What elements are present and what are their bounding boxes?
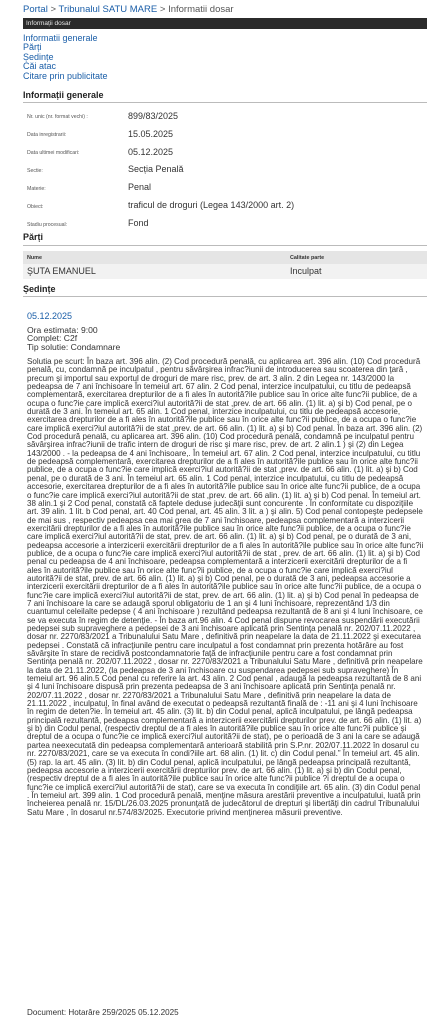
quick-links (23, 34, 108, 81)
field-label-obiect: Obiect: (27, 204, 44, 210)
divider (23, 296, 427, 297)
field-label-nr-unic: Nr. unic (nr. format vechi) : (27, 114, 88, 120)
link-sedinte[interactable]: Ședințe (23, 51, 54, 62)
breadcrumb-separator: > (159, 4, 166, 15)
header-bar: Informații dosar (23, 18, 427, 29)
field-value-data-inregistrarii: 15.05.2025 (128, 129, 174, 139)
session-meta (27, 326, 120, 351)
field-value-data-modificari: 05.12.2025 (128, 147, 174, 157)
session-date: 05.12.2025 (27, 311, 73, 321)
breadcrumb-separator: > (50, 4, 57, 15)
parties-table-header (23, 251, 427, 264)
section-title-parti: Părți (23, 232, 44, 242)
field-label-materie: Materie: (27, 186, 46, 192)
divider (23, 245, 427, 246)
section-title-sedinte: Ședințe (23, 284, 56, 294)
party-role: Inculpat (290, 266, 322, 276)
party-name: ŞUTA EMANUEL (27, 266, 96, 276)
field-value-obiect: traficul de droguri (Legea 143/2000 art. 2) (128, 200, 295, 210)
field-label-data-modificari: Data ultimei modificari: (27, 150, 80, 156)
field-label-data-inregistrarii: Data inregistrarii: (27, 132, 67, 138)
table-row (23, 264, 427, 279)
field-value-nr-unic: 899/83/2025 (128, 111, 179, 121)
session-solution-text: Solutia pe scurt: În baza art. 396 alin. (2) Cod procedură penală, cu aplicarea art. 396 alin. (10) Cod procedură penală, cu, condamnă pe inculpatul , pentru săvârșirea infrac?iunii de introducerea sau scoaterea din ţară , precum şi importul sau exportul de droguri de mare risc, prev. de art. 3 alin. 2 din Legea nr. 143/2000 la pedeapsa de 7 ani închisoare În temeiul art. 67 alin. 2 Cod penal, interzice inculpatului, cu titlu de pedeapsă complementară, exercitarea drepturilor de a fi ales în autorită?ile publice sau în orice alte func?ii publice, de a ocupa o func?ie care implică exerci?iul autorită?ii de stat ,prev. de art. 66 alin. (1) lit. a) şi b) Cod penal, pe o durată de 3 ani. În temeiul art. 65 alin. 1 Cod penal, interzice inculpatului, cu titlu de pedeapsă accesorie, exercitarea drepturilor de a fi ales în autorită?ile publice sau în orice alte func?ii publice, de a ocupa o func?ie care implică exerci?iul autorită?ii de stat ,prev. de art. 66 alin. (1) lit. a) şi b) Cod penal. În baza art. 396 alin. (2) Cod procedură penală, cu aplicarea art. 396 alin. (10) Cod procedură penală, condamnă pe inculpatul pentru săvârşirea infrac?iunii de trafic intern de droguri de risc şi mare risc, prev. de art. 2 alin.1 ) şi (2) din Legea 143/2000 . - la pedeapsa de 4 ani închisoare,. În temeiul art. 67 alin. 2 Cod penal, interzice inculpatului, cu titlu de pedeapsă complementară, exercitarea drepturilor de a fi ales în autorită?ile publice sau în orice alte func?ii publice, de a ocupa o func?ie care implică exerci?iul autorită?ii de stat ,prev. de art. 66 alin. (1) lit. a) şi b) Cod penal, pe o durată de 3 ani. În temeiul art. 65 alin. 1 Cod penal, interzice inculpatului, cu titlu de pedeapsă accesorie, exercitarea drepturilor de a fi ales în autorită?ile publice sau în orice alte func?ii publice, de a ocupa o func?ie care implică exerci?iul autorită?ii de stat ,prev. de art. 66 alin. (1) lit. a) şi b) Cod penal. În temeiul art. 38 alin.1 şi 2 Cod penal, constată că faptele deduse judecăţii sunt concurente . În conformitate cu dispoziţiile art. 39 alin. 1 lit. b Cod penal, art. 40 Cod penal, art. 45 alin. 3 lit. a ) şi alin. 5) Cod penal contopeşte pedepsele de mai sus , respectiv pedeapsa cea mai grea de 7 ani închisoare, pedeapsa complementară a interzicerii exercitării drepturilor de a fi ales în autorită?ile publice sau în orice alte func?ii publice, de a ocupa o func?ie care implică exerci?iul autorită?ii de stat, prev. de art. 66 alin. (1) lit. a) şi b) Cod penal, pe o durată de 3 ani, pedeapsa accesorie a interzicerii exercitării drepturilor de a fi ales în autorită?ile publice sau în orice alte func?ii publice, de a ocupa o func?ie care implică exerci?iul autorită?ii de stat , prev. de art. 66 alin. (1) lit. a) şi b) Cod penal cu pedeapsa de 4 ani închisoare, pedeapsa complementară a interzicerii exercitării drepturilor de a fi ales în autorită?ile publice sau în orice alte func?ii publice, de a ocupa o func?ie care implică exerci?iul autorită?ii de stat, prev. de art. 66 alin. (1) lit. a) şi b) Cod penal, pe o durată de 3 ani, pedeapsa accesorie a interzicerii exercitării drepturilor de a fi ales în autorită?ile publice sau în orice alte func?ii publice, de a ocupa o func?ie care implică exerci?iul autorită?ii de stat, prev. de art. 66 alin. (1) lit. a) şi b) Cod penal în pedeapsa de 7 ani închisoare la care se adaugă sporul obligatoriu de 1 an şi 4 luni închisoare, reprezentând 1/3 din cuantumul celeilalte pedepse ( 4 ani închisoare ) rezultând pedeapsa rezultantă de 8 ani şi 4 luni închisoare, ce se va executa în regim de detenţie. - În baza art.96 alin. 4 Cod penal dispune revocarea suspendării executării pedepsei sub supraveghere a pedepsei de 3 ani închisoare aplicată prin Sentinţa penală nr. 202/07.11.2022 , dosar nr. 2270/83/2021 a Tribunalului Satu Mare , definitivă prin neapelare la data de 21.11.2022 şi executarea pedepsei . Constată că infracţiunile pentru care inculpatul a fost condamnat prin prezenta hotărâre au fost săvârşite în stare de recidivă postcondamnatorie faţă de infracţiunile pentru care a fost condamnat prin Sentinţa penală nr. 202/07.11.2022 , dosar nr. 2270/83/2021 a Tribunalului Satu Mare , definitivă prin neapelare la data de 21.11.2022, (la pedeapsa de 3 ani închisoare cu suspendarea pedepsei sub supraveghere) În temeiul art. 96 alin.5 Cod penal cu referire la art. 43 alin. 2 Cod penal , adaugă la pedeapsa rezultantă de 8 ani şi 4 luni închisoare dispusă prin prezenta pedeapsa de 3 ani închisoare aplicată prin Sentinţa penală nr. 202/07.11.2022 , dosar nr. 2270/83/2021 a Tribunalului Satu Mare , definitivă prin neapelare la data de 21.11.2022 , inculpatul, în final având de executat o pedeapsă rezultantă finală de : -11 ani şi 4 luni închisoare în regim de deten?ie. În temeiul art. 45 alin. (3) lit. b) din Codul penal, aplică inculpatului, pe lângă pedeapsa principală rezultantă, pedeapsa complementară a interzicerii exercitării drepturilor prev. de art. 66 alin. (1) lit. a) şi b) din Codul penal, (respectiv dreptul de a fi ales în autorită?ile publice sau în orice alte func?ii publice şi dreptul de a ocupa o func?ie ce implică exerci?iul autorită?ii de stat), pe o perioadă de 3 ani la care se adaugă partea neexecutată din pedeapsa complementară anterioară stabilită prin S.P.nr. 202/07.11.2022 în dosarul cu nr. 2270/83/2021, care se va executa în condi?iile art. 68 alin. (1) lit. c) din Codul penal.” În temeiul art. 45 alin. (5) rap. la art. 45 alin. (3) lit. b) din Codul penal, aplică inculpatului, pe lângă pedeapsa principală rezultantă, pedeapsa accesorie a interzicerii exercitării drepturilor prev. de art. 66 alin. (1) lit. a) şi b) din Codul penal, (respectiv dreptul de a fi ales în autorită?ile publice sau în orice alte func?ii publice ?i dreptul de a ocupa o func?ie ce implică exerci?iul autorită?ii de stat), care se va executa în condiţiile art. 65 alin. (3) din Codul penal . În temeiul art. 399 alin. 1 Cod procedură penală, menţine măsura arestării preventive a inculpatului, luată prin încheierea penală nr. 15/DL/26.03.2025 pronunţată de judecătorul de drepturi şi libertăţi din cadrul Tribunalului Satu Mare , în dosarul nr.574/83/2025. Executorie privind menţinerea măsurii preventive. (27, 357, 424, 817)
breadcrumb-court-link[interactable]: Tribunalul SATU MARE (58, 4, 158, 15)
divider (23, 102, 427, 103)
field-label-stadiu: Stadiu procesual: (27, 222, 68, 228)
session-time: Ora estimata: 9:00 (27, 325, 98, 335)
column-header-role: Calitate parte (290, 255, 325, 261)
session-panel: Complet: C2f (27, 333, 78, 344)
breadcrumb-portal-link[interactable]: Portal (23, 4, 48, 15)
section-title-general: Informații generale (23, 90, 104, 100)
field-value-materie: Penal (128, 182, 152, 192)
field-value-sectie: Secția Penală (128, 164, 184, 174)
session-document: Document: Hotarâre 259/2025 05.12.2025 (27, 1008, 179, 1017)
link-parti[interactable]: Părți (23, 42, 42, 53)
field-label-sectie: Sectie: (27, 168, 43, 174)
column-header-name: Nume (27, 255, 42, 261)
session-solution-type: Tip solutie: Condamnare (27, 341, 121, 352)
field-value-stadiu: Fond (128, 218, 149, 228)
breadcrumb (23, 4, 234, 15)
link-citare-publicitate[interactable]: Citare prin publicitate (23, 70, 108, 81)
link-informatii-generale[interactable]: Informatii generale (23, 33, 98, 43)
link-cai-atac[interactable]: Căi atac (23, 61, 57, 72)
breadcrumb-current: Informatii dosar (168, 4, 234, 15)
